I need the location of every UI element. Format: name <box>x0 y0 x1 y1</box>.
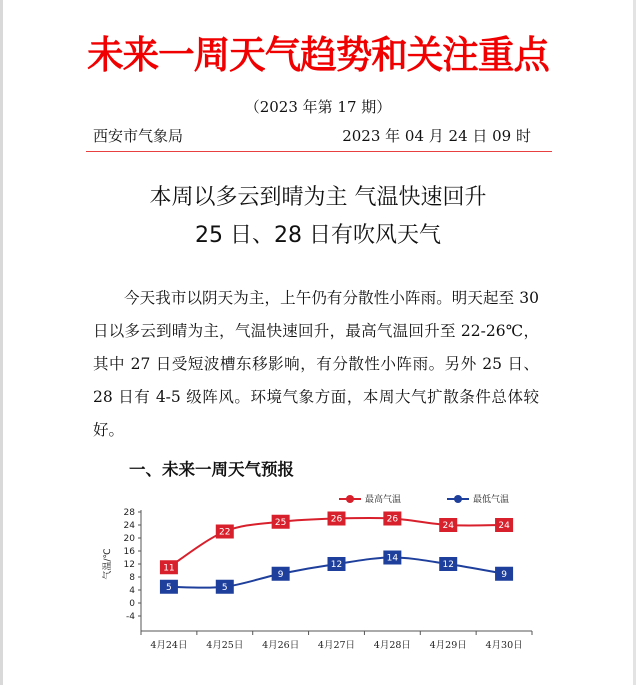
legend-label: 最低气温 <box>473 495 510 505</box>
x-tick-label: 4月28日 <box>373 640 411 651</box>
issue-number: （2023 年第 17 期） <box>244 98 392 116</box>
y-axis-label: 气温/℃ <box>103 548 113 580</box>
data-label-high: 22 <box>219 527 231 538</box>
y-tick-label: 0 <box>129 599 135 609</box>
data-label-low: 14 <box>386 553 399 564</box>
legend-label: 最高气温 <box>365 495 402 505</box>
headline-line-1: 本周以多云到晴为主 气温快速回升 <box>149 185 487 210</box>
data-label-low: 9 <box>277 569 284 580</box>
x-tick-label: 4月26日 <box>262 640 300 651</box>
chart-legend <box>339 493 509 505</box>
y-tick-label: -4 <box>126 612 135 622</box>
headline-line-2: 25 日、28 日有吹风天气 <box>195 223 441 248</box>
data-label-high: 24 <box>442 521 454 531</box>
x-tick-label: 4月30日 <box>485 640 523 651</box>
data-label-high: 11 <box>163 563 175 574</box>
y-tick-label: 4 <box>129 586 135 596</box>
section-title: 一、未来一周天气预报 <box>129 460 294 479</box>
issue-time: 2023 年 04 月 24 日 09 时 <box>342 127 531 145</box>
y-tick-label: 20 <box>123 534 135 544</box>
y-tick-label: 24 <box>123 521 135 531</box>
legend-marker <box>454 495 462 503</box>
x-tick-label: 4月25日 <box>206 640 244 651</box>
data-label-high: 25 <box>274 517 287 528</box>
data-label-low: 5 <box>221 582 228 593</box>
x-tick-label: 4月24日 <box>150 640 188 651</box>
data-label-low: 12 <box>330 560 343 570</box>
data-label-high: 24 <box>498 521 510 531</box>
y-tick-label: 16 <box>123 547 135 557</box>
publisher-name: 西安市气象局 <box>93 127 184 145</box>
y-tick-label: 12 <box>123 560 135 570</box>
summary-paragraph: 今天我市以阴天为主，上午仍有分散性小阵雨。明天起至 30 日以多云到晴为主，气温快速回升，最高气温回升至 22-26℃，其中 27 日受短波槽东移影响，有分散性小阵雨。另外 25 日、28 日有 4-5 级阵风。环境气象方面，本周大气扩散条件总体较好。 <box>93 289 539 439</box>
y-tick-label: 28 <box>123 508 135 518</box>
chart-axes <box>101 508 532 651</box>
data-label-low: 12 <box>442 560 454 570</box>
data-label-high: 26 <box>386 514 399 525</box>
legend-marker <box>346 495 354 503</box>
data-label-low: 5 <box>166 582 172 593</box>
x-tick-label: 4月27日 <box>317 640 356 651</box>
data-label-high: 26 <box>330 514 343 525</box>
masthead-title: 未来一周天气趋势和关注重点 <box>87 33 549 77</box>
data-label-low: 9 <box>501 569 507 580</box>
chart-data-marks <box>160 512 513 594</box>
x-tick-label: 4月29日 <box>429 640 467 651</box>
y-tick-label: 8 <box>129 573 135 583</box>
